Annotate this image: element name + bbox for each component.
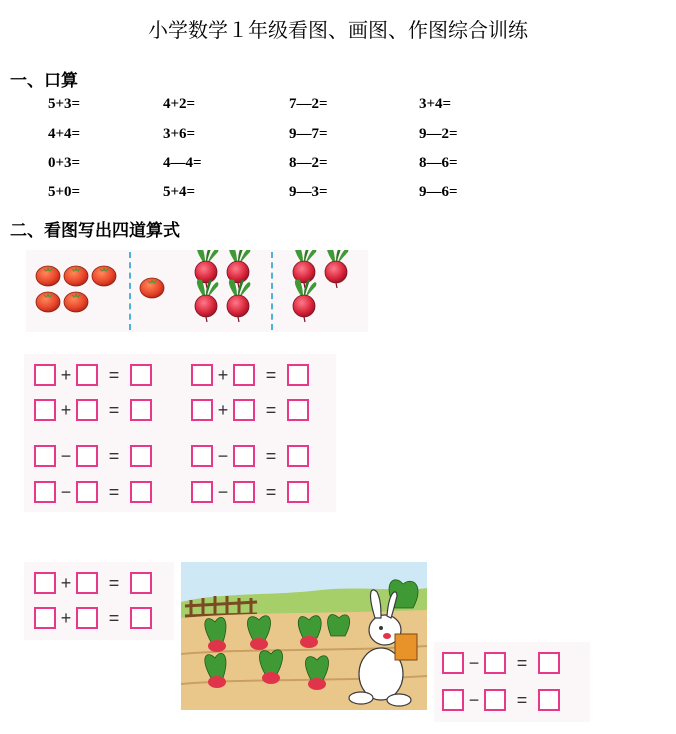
answer-box[interactable] <box>34 607 56 629</box>
equals-sign: = <box>108 481 120 502</box>
operator: − <box>468 652 480 673</box>
section1-heading: 一、口算 <box>10 71 78 90</box>
section2-heading: 二、看图写出四道算式 <box>10 221 180 240</box>
problem: 9—6= <box>419 184 458 200</box>
answer-box[interactable] <box>76 572 98 594</box>
operator: + <box>60 399 72 420</box>
operator: − <box>60 481 72 502</box>
operator: − <box>217 445 229 466</box>
answer-box[interactable] <box>76 445 98 467</box>
answer-box[interactable] <box>442 689 464 711</box>
problem: 4+4= <box>48 126 81 142</box>
answer-box[interactable] <box>442 652 464 674</box>
equals-sign: = <box>108 445 120 466</box>
operator: + <box>60 572 72 593</box>
operator: − <box>60 445 72 466</box>
answer-box[interactable] <box>130 607 152 629</box>
equation-row <box>34 480 152 504</box>
answer-box[interactable] <box>130 481 152 503</box>
answer-box[interactable] <box>34 445 56 467</box>
vegetable-picture <box>26 250 368 332</box>
problem: 8—2= <box>289 155 328 171</box>
operator: + <box>217 364 229 385</box>
answer-box[interactable] <box>287 481 309 503</box>
answer-box[interactable] <box>484 689 506 711</box>
operator: + <box>60 607 72 628</box>
problem: 5+4= <box>163 184 196 200</box>
answer-box[interactable] <box>130 364 152 386</box>
answer-box[interactable] <box>130 399 152 421</box>
problem: 5+0= <box>48 184 81 200</box>
answer-box[interactable] <box>191 364 213 386</box>
answer-box[interactable] <box>233 399 255 421</box>
operator: − <box>217 481 229 502</box>
answer-box[interactable] <box>34 364 56 386</box>
equation-row <box>191 363 309 387</box>
answer-box[interactable] <box>233 481 255 503</box>
problem: 7—2= <box>289 96 328 112</box>
equation-row <box>191 398 309 422</box>
divider-line <box>271 252 273 330</box>
equals-sign: = <box>516 652 528 673</box>
problem: 9—7= <box>289 126 328 142</box>
equation-row <box>34 606 152 630</box>
answer-box[interactable] <box>191 481 213 503</box>
divider-line <box>129 252 131 330</box>
answer-box[interactable] <box>34 481 56 503</box>
problem: 3+6= <box>163 126 196 142</box>
page-title: 小学数学１年级看图、画图、作图综合训练 <box>148 20 528 42</box>
equals-sign: = <box>265 481 277 502</box>
problem: 3+4= <box>419 96 452 112</box>
answer-box[interactable] <box>287 364 309 386</box>
equals-sign: = <box>108 399 120 420</box>
operator: + <box>217 399 229 420</box>
answer-box[interactable] <box>34 399 56 421</box>
answer-box[interactable] <box>287 445 309 467</box>
answer-box[interactable] <box>34 572 56 594</box>
problem: 4—4= <box>163 155 202 171</box>
equation-row <box>442 651 560 675</box>
problem: 4+2= <box>163 96 196 112</box>
answer-box[interactable] <box>76 399 98 421</box>
rabbit-garden-illustration <box>181 562 427 710</box>
answer-box[interactable] <box>538 652 560 674</box>
equals-sign: = <box>265 445 277 466</box>
equals-sign: = <box>108 364 120 385</box>
answer-box[interactable] <box>76 364 98 386</box>
answer-box[interactable] <box>130 445 152 467</box>
equation-row <box>191 444 309 468</box>
rabbit-garden-picture <box>181 562 427 710</box>
problem: 9—2= <box>419 126 458 142</box>
answer-box[interactable] <box>484 652 506 674</box>
answer-box[interactable] <box>76 607 98 629</box>
equals-sign: = <box>108 607 120 628</box>
equals-sign: = <box>265 364 277 385</box>
answer-box[interactable] <box>191 445 213 467</box>
problem: 5+3= <box>48 96 81 112</box>
equation-row <box>191 480 309 504</box>
problem: 0+3= <box>48 155 81 171</box>
problem: 9—3= <box>289 184 328 200</box>
equals-sign: = <box>108 572 120 593</box>
operator: − <box>468 689 480 710</box>
equation-row <box>442 688 560 712</box>
answer-box[interactable] <box>130 572 152 594</box>
equation-row <box>34 363 152 387</box>
answer-box[interactable] <box>538 689 560 711</box>
operator: + <box>60 364 72 385</box>
equals-sign: = <box>265 399 277 420</box>
equation-row <box>34 444 152 468</box>
equals-sign: = <box>516 689 528 710</box>
answer-box[interactable] <box>287 399 309 421</box>
answer-box[interactable] <box>76 481 98 503</box>
problem: 8—6= <box>419 155 458 171</box>
answer-box[interactable] <box>191 399 213 421</box>
equation-row <box>34 398 152 422</box>
equation-row <box>34 571 152 595</box>
answer-box[interactable] <box>233 364 255 386</box>
answer-box[interactable] <box>233 445 255 467</box>
vegetable-illustration <box>26 250 368 332</box>
